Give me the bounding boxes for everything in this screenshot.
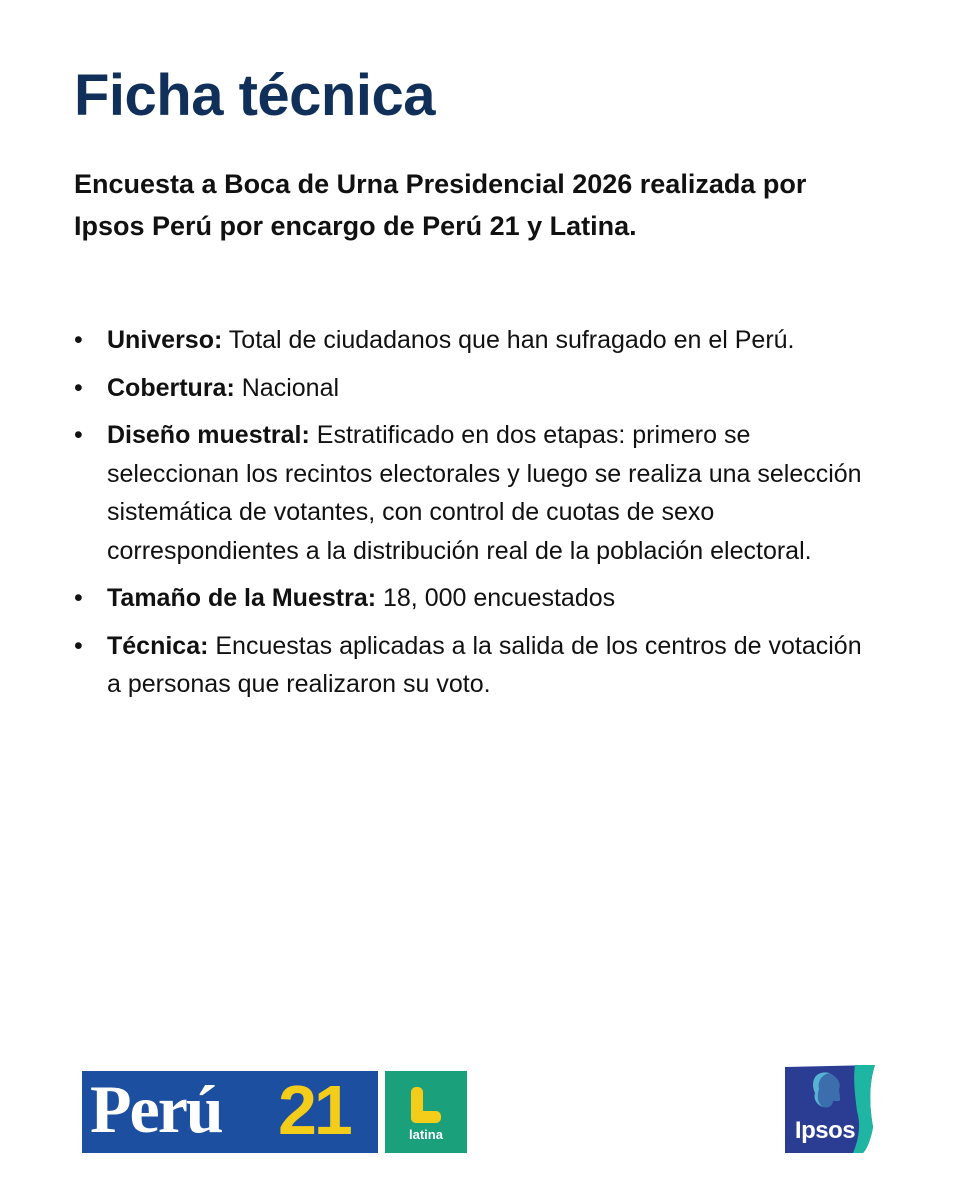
- latina-logo: [385, 1071, 467, 1153]
- peru21-logo: [82, 1071, 378, 1153]
- page-title: Ficha técnica: [74, 63, 435, 128]
- peru21-logo-number: 21: [278, 1071, 350, 1149]
- technical-details-list: [74, 321, 874, 713]
- list-item-text: 18, 000 encuestados: [376, 584, 616, 612]
- list-item-label: Tamaño de la Muestra:: [107, 584, 377, 612]
- list-item-label: Técnica:: [107, 631, 209, 660]
- bullet-icon: •: [74, 631, 83, 660]
- list-item-text: Encuestas aplicadas a la salida de los centros de votación a personas que realizaron su voto.: [107, 631, 862, 698]
- list-item-text: Estratificado en dos etapas: primero se seleccionan los recintos electorales y luego se realiza una selección sistemática de votantes, con control de cuotas de sexo correspondientes a la distribución real de la población electoral.: [107, 421, 862, 565]
- latina-l-icon: [405, 1085, 447, 1127]
- list-item-label: Cobertura:: [107, 373, 235, 402]
- list-item-text: Total de ciudadanos que han sufragado en el Perú.: [222, 326, 795, 354]
- ipsos-logo: [783, 1065, 879, 1153]
- bullet-icon: •: [74, 584, 83, 612]
- list-item-tamano-muestra: [74, 579, 874, 618]
- list-item-tecnica: [74, 627, 874, 704]
- peru21-logo-word: Perú: [90, 1071, 222, 1147]
- list-item-label: Universo:: [107, 326, 223, 354]
- page-subtitle: Encuesta a Boca de Urna Presidencial 2026 realizada por Ipsos Perú por encargo de Perú 21 y Latina.: [74, 169, 807, 241]
- latina-logo-text: latina: [409, 1127, 443, 1142]
- list-item-cobertura: [74, 369, 874, 408]
- bullet-icon: •: [74, 421, 83, 449]
- bullet-icon: •: [74, 326, 83, 354]
- list-item-universo: [74, 321, 874, 360]
- list-item-diseno-muestral: [74, 416, 874, 570]
- bullet-icon: •: [74, 373, 83, 402]
- list-item-label: Diseño muestral:: [107, 421, 310, 449]
- ipsos-logo-text: Ipsos: [794, 1117, 856, 1144]
- list-item-text: Nacional: [234, 373, 340, 402]
